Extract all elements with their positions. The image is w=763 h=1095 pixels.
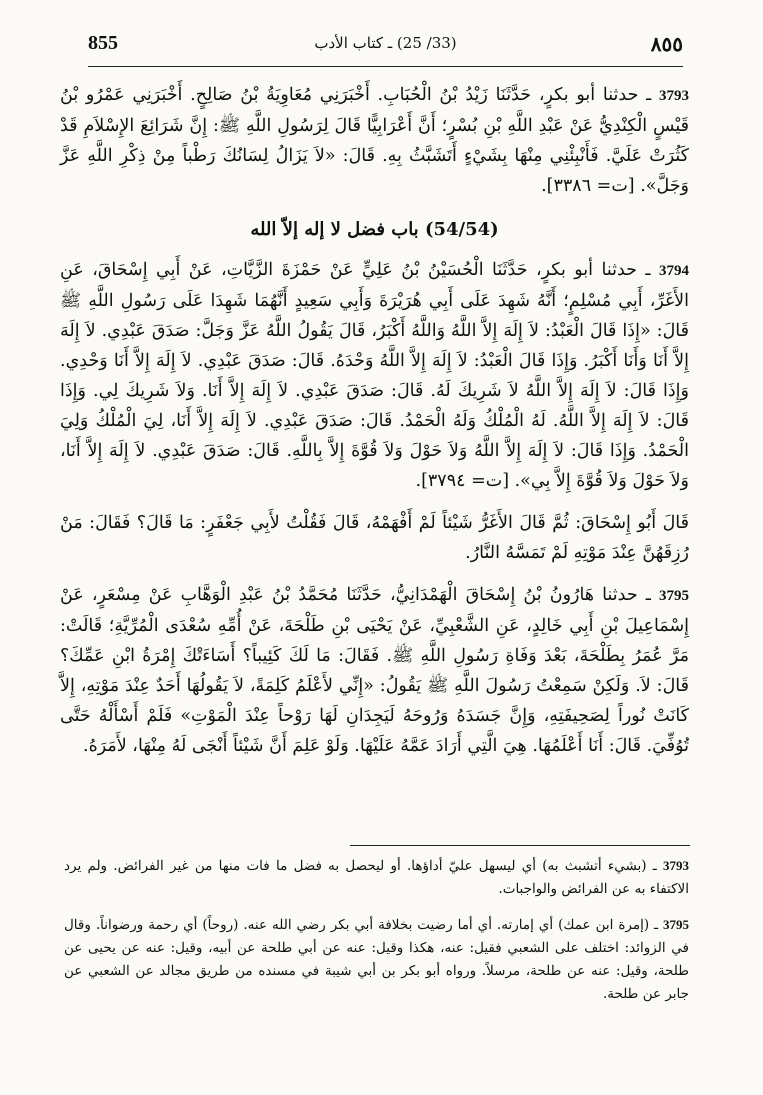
chapter-title: (54/54) باب فضل لا إله إلاّ الله (250, 219, 499, 240)
hadith-3794-continuation: قَالَ أَبُو إِسْحَاقَ: ثُمَّ قَالَ الأَغَرُّ شَيْئاً لَمْ أَفْهَمْهُ، قَالَ فَقُلْتُ لأَبِي جَعْفَرٍ: مَا قَالَ؟ فَقَالَ: مَنْ رُزِقَهُنَّ عِنْدَ مَوْتِهِ لَمْ تَمَسَّهُ النَّارُ. (60, 513, 689, 563)
running-title: (33/ 25) ـ كتاب الأدب (314, 34, 457, 52)
footnote (64, 913, 689, 1006)
hadith-3795 (60, 580, 689, 761)
hadith-number: 3793 (658, 88, 689, 104)
footnote-number: 3795 (663, 917, 690, 932)
footnotes (64, 854, 689, 1018)
hadith-number: 3794 (659, 263, 689, 279)
hadith-text: ـ حدثنا أبو بكرٍ، حَدَّثَنَا الْحُسَيْنُ بْنُ عَلِيٍّ عَنْ حَمْزَةَ الزَّيَّاتِ، عَنْ أَبِي إِسْحَاقَ، عَنِ الأَغَرِّ، أَبِي مُسْلِمٍ؛ أَنَّهُ شَهِدَ عَلَى أَبِي هُرَيْرَةَ وَأَبِي سَعِيدٍ أَنَّهُمَا شَهِدَا عَلَى رَسُولِ اللَّهِ ﷺ قَالَ: «إِذَا قَالَ الْعَبْدُ: لاَ إِلَهَ إِلاَّ اللَّهُ وَاللَّهُ أَكْبَرُ، قَالَ يَقُولُ اللَّهُ عَزَّ وَجَلَّ: صَدَقَ عَبْدِي. لاَ إِلَهَ إِلاَّ أَنَا وَأَنَا أَكْبَرُ. وَإِذَا قَالَ الْعَبْدُ: لاَ إِلَهَ إِلاَّ اللَّهُ وَحْدَهُ. قَالَ: صَدَقَ عَبْدِي. لاَ إِلَهَ إِلاَّ أَنَا وَحْدِي. وَإِذَا قَالَ: لاَ إِلَهَ إِلاَّ اللَّهُ لاَ شَرِيكَ لَهُ. قَالَ: صَدَقَ عَبْدِي. لاَ إِلَهَ إِلاَّ أَنَا. وَلاَ شَرِيكَ لِي. وَإِذَا قَالَ: لاَ إِلَهَ إِلاَّ اللَّهُ. لَهُ الْمُلْكُ وَلَهُ الْحَمْدُ. قَالَ: صَدَقَ عَبْدِي. لاَ إِلَهَ إِلاَّ أَنَا، لِيَ الْمُلْكُ وَلِيَ الْحَمْدُ. وَإِذَا قَالَ: لاَ إِلَهَ إِلاَّ اللَّهُ وَلاَ حَوْلَ وَلاَ قُوَّةَ إِلاَّ بِاللَّهِ. قَالَ: صَدَقَ عَبْدِي. لاَ إِلَهَ إِلاَّ أَنَا، وَلاَ حَوْلَ وَلاَ قُوَّةَ إِلاَّ بِي». [ت= ٣٧٩٤]. (60, 260, 689, 491)
hadith-3794 (60, 255, 689, 496)
footnote-number: 3793 (663, 858, 690, 873)
footnote-text: ـ (بشيء أتشبث به) أي ليسهل عليّ أداؤها. أو ليحصل به فضل ما فات منها من غير الفرائض. ولم يرد الاكتفاء به عن الفرائض والواجبات. (64, 858, 689, 897)
page-number-latin: 855 (88, 32, 118, 54)
hadith-text: ـ حدثنا هَارُونُ بْنُ إِسْحَاقَ الْهَمْدَانِيُّ، حَدَّثَنَا مُحَمَّدُ بْنُ عَبْدِ الْوَهَّابِ عَنْ مِسْعَرٍ، عَنْ إِسْمَاعِيلَ بْنِ أَبِي خَالِدٍ، عَنِ الشَّعْبِيِّ، عَنْ يَحْيَى بْنِ طَلْحَةَ، عَنْ أُمِّهِ سُعْدَى الْمُرِّيَّةِ؛ قَالَتْ: مَرَّ عُمَرُ بِطَلْحَةَ، بَعْدَ وَفَاةِ رَسُولِ اللَّهِ ﷺ. فَقَالَ: مَا لَكَ كَئِيباً؟ أَسَاءَتْكَ إِمْرَةُ ابْنِ عَمِّكَ؟ قَالَ: لاَ. وَلَكِنْ سَمِعْتُ رَسُولَ اللَّهِ ﷺ يَقُولُ: «إِنِّي لأَعْلَمُ كَلِمَةً، لاَ يَقُولُهَا أَحَدٌ عِنْدَ مَوْتِهِ، إِلاَّ كَانَتْ نُوراً لِصَحِيفَتِهِ، وَإِنَّ جَسَدَهُ وَرُوحَهُ لَيَجِدَانِ لَهَا رَوْحاً عِنْدَ الْمَوْتِ» فَلَمْ أَسْأَلْهُ حَتَّى تُوُفِّيَ. قَالَ: أَنَا أَعْلَمُهَا. هِيَ الَّتِي أَرَادَ عَمَّهُ عَلَيْهَا. وَلَوْ عَلِمَ أَنَّ شَيْئاً أَنْجَى لَهُ مِنْهَا، لأَمَرَهُ. (60, 585, 689, 756)
page-header (88, 32, 683, 67)
page-number-arabic: ٨٥٥ (650, 32, 683, 56)
hadith-text: ـ حدثنا أبو بكرٍ، حَدَّثَنَا زَيْدُ بْنُ الْحُبَابِ. أَخْبَرَنِي مُعَاوِيَةُ بْنُ صَالِحٍ. أَخْبَرَنِي عَمْرُو بْنُ قَيْسٍ الْكِنْدِيُّ عَنْ عَبْدِ اللَّهِ بْنِ بُسْرٍ؛ أَنَّ أَعْرَابِيًّا قَالَ لِرَسُولِ اللَّهِ ﷺ: إِنَّ شَرَائِعَ الإِسْلاَمِ قَدْ كَثُرَتْ عَلَيَّ. فَأَنْبِئْنِي مِنْهَا بِشَيْءٍ أَتَشَبَّثُ بِهِ. قَالَ: «لاَ يَزَالُ لِسَانُكَ رَطْباً مِنْ ذِكْرِ اللَّهِ عَزَّ وَجَلَّ». [ت= ٣٣٨٦]. (60, 85, 689, 196)
hadith-number: 3795 (658, 588, 689, 604)
main-text (60, 80, 689, 761)
hadith-3793 (60, 80, 689, 201)
footnote-text: ـ (إمرة ابن عمك) أي إمارته. أي أما رضيت بخلافة أبي بكر رضي الله عنه. (روحاً) أي رحمة ورضواناً. وقال في الزوائد: اختلف على الشعبي فقيل: عنه، هكذا وقيل: عنه عن أبي طلحة عن أبيه، وقيل: عنه عن يحيى عن طلحة، وقيل: عنه عن طلحة، مرسلاً. ورواه أبو بكر بن أبي شيبة في مسنده من طريق مجالد عن الشعبي عن جابر عن طلحة. (64, 917, 689, 1002)
footnote (64, 854, 689, 901)
footnote-divider (350, 845, 690, 846)
